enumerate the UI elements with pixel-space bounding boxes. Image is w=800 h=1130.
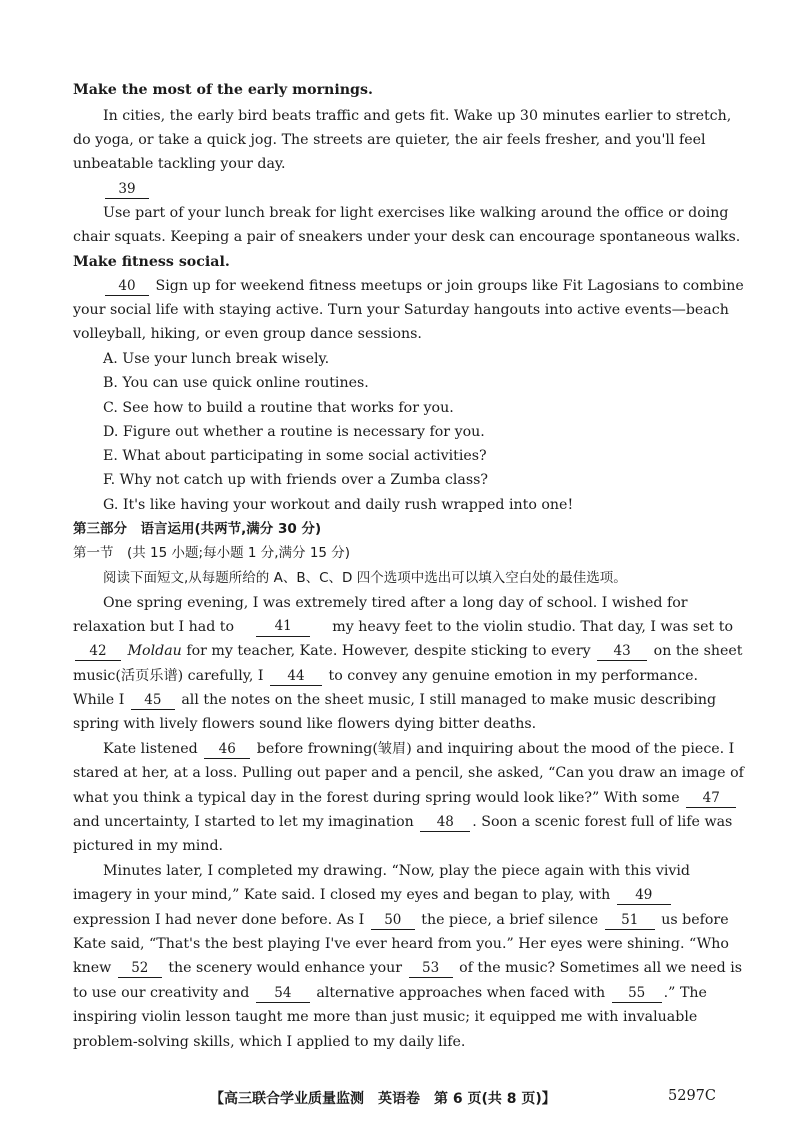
blank-41: 41 bbox=[256, 617, 310, 637]
blank-47: 47 bbox=[686, 789, 736, 808]
blank-39: 39 bbox=[105, 180, 149, 199]
blank-53: 53 bbox=[409, 959, 453, 978]
option-g: G. It's like having your workout and daily rush wrapped into one! bbox=[103, 497, 574, 513]
text: all the notes on the sheet music, I still managed to make music describing bbox=[181, 692, 717, 708]
exam-code: 5297C bbox=[668, 1088, 716, 1104]
blank-51: 51 bbox=[605, 911, 655, 930]
story-line bbox=[73, 641, 743, 661]
story-line: inspiring violin lesson taught me more than just music; it equipped me with invaluable bbox=[73, 1009, 698, 1025]
story-line: Kate said, “That's the best playing I've ever heard from you.” Her eyes were shining. “Who bbox=[73, 936, 729, 952]
blank-42: 42 bbox=[75, 642, 121, 661]
text: alternative approaches when faced with bbox=[316, 985, 606, 1001]
story-line bbox=[73, 983, 733, 1003]
option-c: C. See how to build a routine that works for you. bbox=[103, 400, 454, 416]
option-d: D. Figure out whether a routine is necessary for you. bbox=[103, 424, 485, 440]
instruction: 阅读下面短文,从每题所给的 A、B、C、D 四个选项中选出可以填入空白处的最佳选项。 bbox=[103, 570, 627, 586]
text: music(活页乐谱) carefully, I bbox=[73, 668, 264, 684]
text: Sign up for weekend fitness meetups or join groups like Fit Lagosians to combine bbox=[155, 278, 744, 294]
story-line bbox=[73, 788, 733, 808]
story-line: stared at her, at a loss. Pulling out paper and a pencil, she asked, “Can you draw an image of bbox=[73, 765, 744, 781]
text: of the music? Sometimes all we need is bbox=[459, 960, 743, 976]
blank-44: 44 bbox=[270, 667, 322, 686]
text: to convey any genuine emotion in my performance. bbox=[328, 668, 699, 684]
text: imagery in your mind,” Kate said. I closed my eyes and began to play, with bbox=[73, 887, 611, 903]
story-line: problem-solving skills, which I applied to my daily life. bbox=[73, 1034, 466, 1050]
blank-54: 54 bbox=[256, 984, 310, 1003]
paragraph-line: Use part of your lunch break for light exercises like walking around the office or doing bbox=[103, 205, 729, 221]
heading-early-mornings: Make the most of the early mornings. bbox=[73, 82, 373, 98]
section1-title: 第一节 (共 15 小题;每小题 1 分,满分 15 分) bbox=[73, 545, 351, 561]
text: In cities, the early bird beats traffic and gets fit. Wake up 30 minutes earlier to stretch, bbox=[103, 108, 732, 124]
text: the scenery would enhance your bbox=[168, 960, 403, 976]
story-line bbox=[73, 617, 733, 637]
blank-52: 52 bbox=[118, 959, 162, 978]
story-line: Minutes later, I completed my drawing. “Now, play the piece again with this vivid bbox=[103, 863, 691, 879]
page-footer: 【高三联合学业质量监测 英语卷 第 6 页(共 8 页)】 bbox=[210, 1091, 556, 1107]
text: on the sheet bbox=[653, 643, 743, 659]
text: us before bbox=[661, 912, 729, 928]
blank-46: 46 bbox=[204, 740, 250, 759]
blank-43: 43 bbox=[597, 642, 647, 661]
blank-40: 40 bbox=[105, 277, 149, 296]
option-e: E. What about participating in some social activities? bbox=[103, 448, 487, 464]
text: Kate listened bbox=[103, 741, 198, 757]
text: before frowning(皱眉) and inquiring about the mood of the piece. I bbox=[256, 741, 735, 757]
text: my heavy feet to the violin studio. That day, I was set to bbox=[332, 619, 733, 635]
paragraph-line: do yoga, or take a quick jog. The streets are quieter, the air feels fresher, and you'll feel bbox=[73, 132, 706, 148]
option-a: A. Use your lunch break wisely. bbox=[103, 351, 330, 367]
story-line bbox=[73, 885, 733, 905]
story-line: spring with lively flowers sound like flowers dying bitter deaths. bbox=[73, 716, 537, 732]
story-line bbox=[103, 739, 733, 759]
paragraph-line: your social life with staying active. Turn your Saturday hangouts into active events—beach bbox=[73, 302, 729, 318]
heading-fitness-social: Make fitness social. bbox=[73, 254, 230, 270]
paragraph-line: chair squats. Keeping a pair of sneakers under your desk can encourage spontaneous walks. bbox=[73, 229, 741, 245]
blank-line-39 bbox=[103, 179, 733, 199]
text: what you think a typical day in the forest during spring would look like?” With some bbox=[73, 790, 680, 806]
paragraph-line: unbeatable tackling your day. bbox=[73, 156, 286, 172]
text: expression I had never done before. As I bbox=[73, 912, 365, 928]
paragraph-line bbox=[103, 106, 733, 126]
option-f: F. Why not catch up with friends over a Zumba class? bbox=[103, 472, 489, 488]
piece-title: Moldau bbox=[127, 643, 182, 659]
text: . Soon a scenic forest full of life was bbox=[472, 814, 733, 830]
paragraph-line bbox=[103, 276, 744, 296]
blank-48: 48 bbox=[420, 813, 470, 832]
paragraph-line: volleyball, hiking, or even group dance sessions. bbox=[73, 326, 422, 342]
story-line bbox=[73, 812, 733, 832]
text: and uncertainty, I started to let my imagination bbox=[73, 814, 414, 830]
text: the piece, a brief silence bbox=[421, 912, 599, 928]
option-b: B. You can use quick online routines. bbox=[103, 375, 369, 391]
blank-49: 49 bbox=[617, 886, 671, 905]
story-line bbox=[73, 666, 733, 686]
blank-50: 50 bbox=[371, 911, 415, 930]
story-line bbox=[73, 958, 743, 978]
text: .” The bbox=[663, 985, 707, 1001]
text: knew bbox=[73, 960, 112, 976]
story-line bbox=[73, 690, 733, 710]
text: relaxation but I had to bbox=[73, 619, 235, 635]
text: for my teacher, Kate. However, despite sticking to every bbox=[186, 643, 591, 659]
blank-45: 45 bbox=[131, 691, 175, 710]
story-line: pictured in my mind. bbox=[73, 838, 224, 854]
story-line bbox=[73, 910, 733, 930]
text: While I bbox=[73, 692, 125, 708]
text: to use our creativity and bbox=[73, 985, 250, 1001]
blank-55: 55 bbox=[612, 984, 662, 1003]
part3-title: 第三部分 语言运用(共两节,满分 30 分) bbox=[73, 521, 322, 537]
story-line: One spring evening, I was extremely tired after a long day of school. I wished for bbox=[103, 595, 688, 611]
